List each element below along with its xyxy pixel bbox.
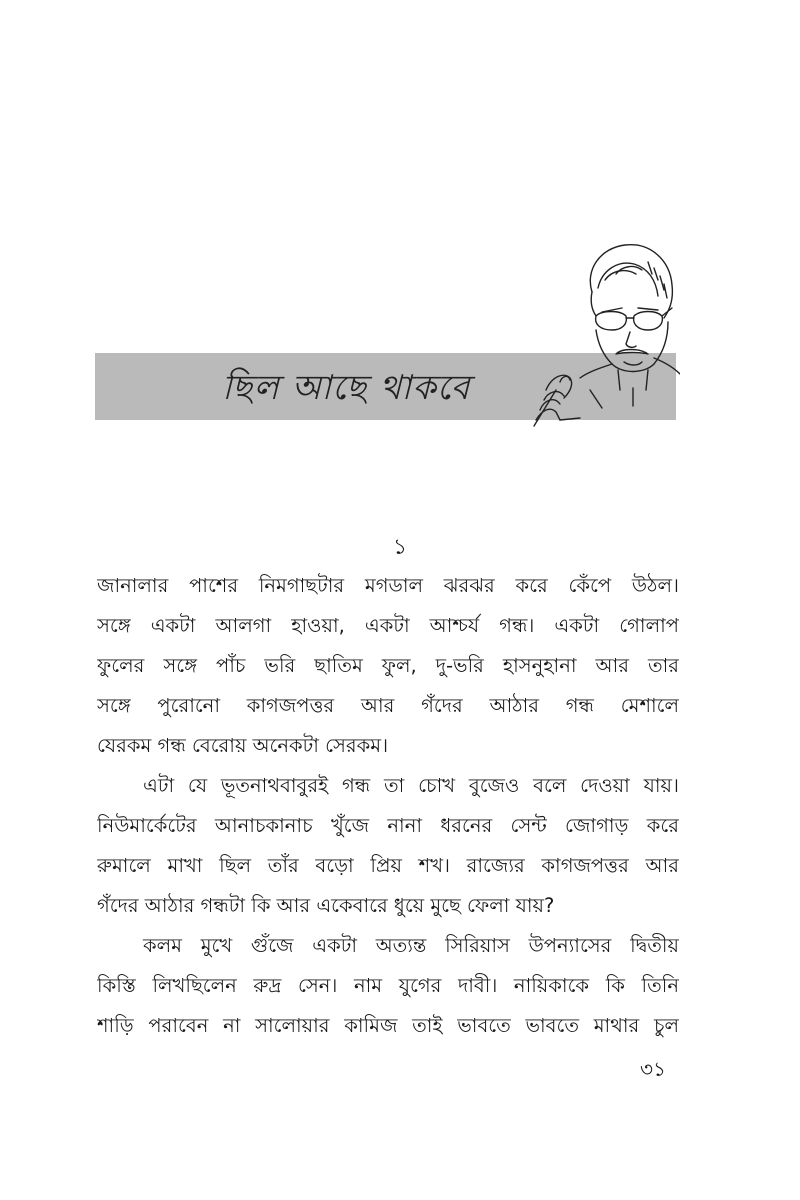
page-number: ৩১ bbox=[640, 1057, 666, 1081]
text-line: সঙ্গে পুরোনো কাগজপত্তর আর গঁদের আঠার গন্ধ মেশালে bbox=[97, 694, 679, 717]
body-text bbox=[97, 566, 679, 1046]
text-line: যেরকম গন্ধ বেরোয় অনেকটা সেরকম। bbox=[97, 734, 389, 757]
text-line: নিউমার্কেটের আনাচকানাচ খুঁজে নানা ধরনের সেন্ট জোগাড় করে bbox=[97, 814, 679, 837]
text-line: এটা যে ভূতনাথবাবুরই গন্ধ তা চোখ বুজেও বলে দেওয়া যায়। bbox=[143, 774, 679, 797]
text-line: কলম মুখে গুঁজে একটা অত্যন্ত সিরিয়াস উপন্যাসের দ্বিতীয় bbox=[143, 934, 679, 957]
chapter-title: ছিল আছে থাকবে bbox=[222, 368, 471, 408]
chapter-number: ১ bbox=[392, 535, 408, 560]
text-line: সঙ্গে একটা আলগা হাওয়া, একটা আশ্চর্য গন্ধ। একটা গোলাপ bbox=[97, 614, 679, 637]
text-line: রুমালে মাখা ছিল তাঁর বড়ো প্রিয় শখ। রাজ্যের কাগজপত্তর আর bbox=[97, 854, 679, 877]
text-line: শাড়ি পরাবেন না সালোয়ার কামিজ তাই ভাবতে ভাবতে মাথার চুল bbox=[97, 1014, 679, 1037]
text-line: গঁদের আঠার গন্ধটা কি আর একেবারে ধুয়ে মুছে ফেলা যায়? bbox=[97, 894, 555, 917]
text-line: ফুলের সঙ্গে পাঁচ ভরি ছাতিম ফুল, দু-ভরি হাসনুহানা আর তার bbox=[97, 654, 679, 677]
text-line: কিস্তি লিখছিলেন রুদ্র সেন। নাম যুগের দাবী। নায়িকাকে কি তিনি bbox=[97, 974, 679, 997]
author-portrait-illustration bbox=[530, 240, 680, 430]
text-line: জানালার পাশের নিমগাছটার মগডাল ঝরঝর করে কেঁপে উঠল। bbox=[97, 574, 679, 597]
